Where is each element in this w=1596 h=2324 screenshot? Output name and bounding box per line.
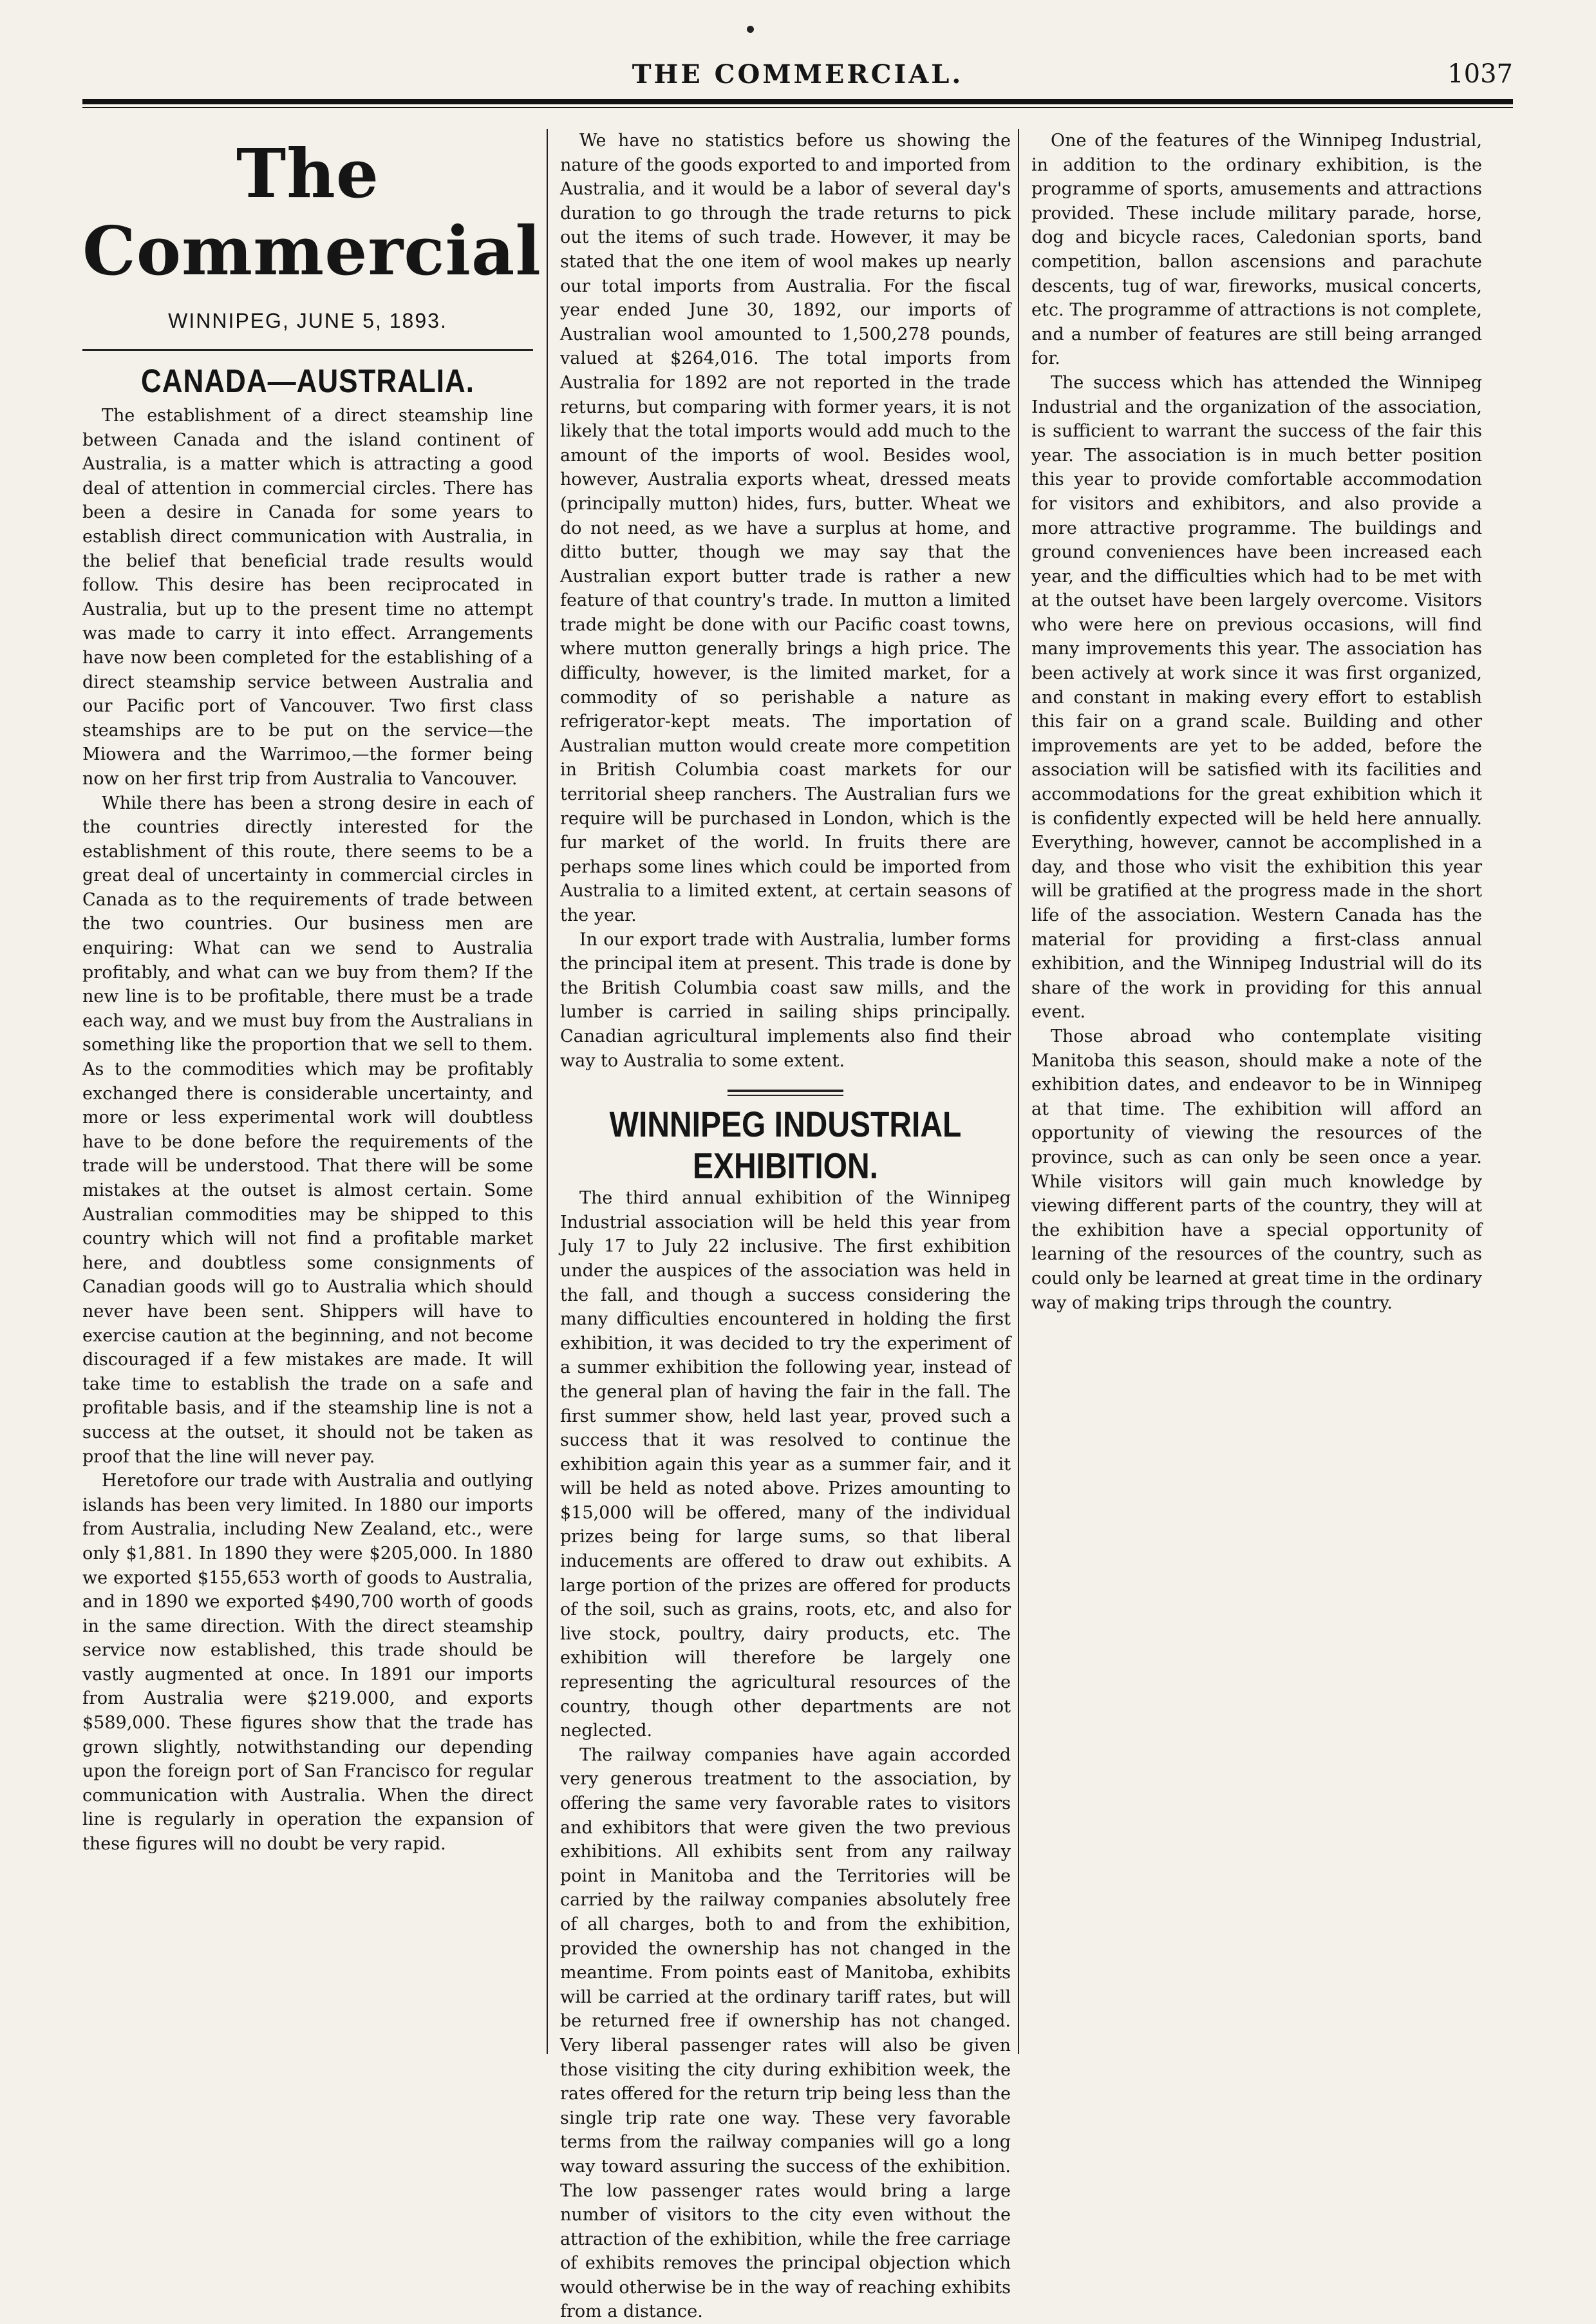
column-3 [1031,129,1482,1315]
article-paragraph: We have no statistics before us showing the nature of the goods exported to and imported from Australia, and it would be a labor of several day's duration to go through the trade returns to pick out the items of such trade. However, it may be stated that the one item of wool makes up nearly our total imports from Australia. For the fiscal year ended June 30, 1892, our imports of Australian wool amounted to 1,500,278 pounds, valued at $264,016. The total imports from Australia for 1892 are not reported in the trade returns, but comparing with former years, it is not likely that the total imports would add much to the amount of the imports of wool. Besides wool, however, Australia exports wheat, dressed meats (principally mutton) hides, furs, butter. Wheat we do not need, as we have a surplus at home, and ditto butter, though we may say that the Australian export butter trade is rather a new feature of that country's trade. In mutton a limited trade might be done with our Pacific coast towns, where mutton generally brings a high price. The difficulty, however, is the limited market, for a commodity of so perishable a nature as refrigerator-kept meats. The importation of Australian mutton would create more competition in British Columbia coast markets for our territorial sheep ranchers. The Australian furs we require will be purchased in London, which is the fur market of the world. In fruits there are perhaps some lines which could be imported from Australia to a limited extent, at certain seasons of the year. [560,131,1011,925]
article-paragraph: Heretofore our trade with Australia and outlying islands has been very limited. In 1880 our imports from Australia, including New Zealand, etc., were only $1,881. In 1890 they were $205,000. In 1880 we exported $155,653 worth of goods to Australia, and in 1890 we exported $490,700 worth of goods in the same direction. With the direct steamship service now established, this trade should be vastly augmented at once. In 1891 our imports from Australia were $219.000, and exports $589,000. These figures show that the trade has grown slightly, notwithstanding our depending upon the foreign port of San Francisco for regular communication with Australia. When the direct line is regularly in operation the expansion of these figures will no doubt be very rapid. [82,1471,533,1855]
section-divider [728,1090,843,1096]
article-paragraph: Those abroad who contemplate visiting Manitoba this season, should make a note of the exhibition dates, and endeavor to be in Winnipeg at that time. The exhibition will afford an opportunity of viewing the resources of the province, such as can only be seen once a year. While visitors will gain much knowledge by viewing different parts of the country, they will at the exhibition have a special opportunity of learning of the resources of the country, such as could only be learned at great time in the ordinary way of making trips through the country. [1031,1026,1482,1313]
page-header [82,59,1513,116]
article-paragraph: In our export trade with Australia, lumber forms the principal item at present. This trade is done by the British Columbia coast saw mills, and the lumber is carried in sailing ships principally. Canadian agricultural implements also find their way to Australia to some extent. [560,929,1011,1071]
running-head: THE COMMERCIAL. [632,59,964,90]
masthead-title: The Commercial [82,134,541,290]
ink-speck [747,26,754,33]
header-rule-thick [82,99,1513,104]
article-paragraph: The third annual exhibition of the Winnipeg Industrial association will be held this year from July 17 to July 22 inclusive. The first exhibition under the auspices of the association was held in the fall, and though a success considering the many difficulties encountered in holding the first exhibition, it was decided to try the experiment of a summer exhibition the following year, instead of the general plan of having the fair in the fall. The first summer show, held last year, proved such a success that it was resolved to continue the exhibition again this year as a summer fair, and it will be held as noted above. Prizes amounting to $15,000 will be offered, many of the individual prizes being for large sums, so that liberal inducements are offered to draw out exhibits. A large portion of the prizes are offered for products of the soil, such as grains, roots, etc, and also for live stock, poultry, dairy products, etc. The exhibition will therefore be largely one representing the agricultural resources of the country, though other departments are not neglected. [560,1188,1011,1741]
article-paragraph: The establishment of a direct steamship line between Canada and the island continent of Australia, is a matter which is attracting a good deal of attention in commercial circles. There has been a desire in Canada for some years to establish direct communication with Australia, in the belief that beneficial trade results would follow. This desire has been reciprocated in Australia, but up to the present time no attempt was made to carry it into effect. Arrangements have now been completed for the establishing of a direct steamship service between Australia and our Pacific port of Vancouver. Two first class steamships are to be put on the service—the Miowera and the Warrimoo,—the former being now on her first trip from Australia to Vancouver. [82,406,533,789]
article-heading: WINNIPEG INDUSTRIAL EXHIBITION. [609,1105,962,1187]
masthead-rule [82,349,533,351]
article-heading: CANADA—AUSTRALIA. [140,363,475,400]
article-paragraph: The railway companies have again accorded very generous treatment to the association, by offering the same very favorable rates to visitors and exhibitors that were given the two previous exhibitions. All exhibits sent from any railway point in Manitoba and the Territories will be carried by the railway companies absolutely free of all charges, both to and from the exhibition, provided the ownership has not changed in the meantime. From points east of Manitoba, exhibits will be carried at the ordinary tariff rates, but will be returned free if ownership has not changed. Very liberal passenger rates will also be given those visiting the city during exhibition week, the rates offered for the return trip being less than the single trip rate one way. These very favorable terms from the railway companies will go a long way toward assuring the success of the exhibition. The low passenger rates would bring a large number of visitors to the city even without the attraction of the exhibition, while the free carriage of exhibits removes the principal objection which would otherwise be in the way of reaching exhibits from a distance. [560,1744,1011,2322]
dateline: WINNIPEG, JUNE 5, 1893. [168,309,447,332]
article-paragraph: While there has been a strong desire in each of the countries directly interested for the establishment of this route, there seems to be a great deal of uncertainty in commercial circles in Canada as to the requirements of trade between the two countries. Our business men are enquiring: What can we send to Australia profitably, and what can we buy from them? If the new line is to be profitable, there must be a trade each way, and we must buy from the Australians in something like the proportion that we sell to them. As to the commodities which may be profitably exchanged there is considerable uncertainty, and more or less experimental work will doubtless have to be done before the requirements of the trade will be understood. That there will be some mistakes at the outset is almost certain. Some Australian commodities may be shipped to this country which will not find a profitable market here, and doubtless some consignments of Canadian goods will go to Australia which should never have been sent. Shippers will have to exercise caution at the beginning, and not become discouraged if a few mistakes are made. It will take time to establish the trade on a safe and profitable basis, and if the steamship line is not a success at the outset, it should not be taken as proof that the line will never pay. [82,793,533,1467]
column-2 [560,129,1011,2324]
article-paragraph: One of the features of the Winnipeg Industrial, in addition to the ordinary exhibition, is the programme of sports, amusements and attractions provided. These include military parade, horse, dog and bicycle races, Caledonian sports, band competition, ballon ascensions and parachute descents, tug of war, fireworks, musical concerts, etc. The programme of attractions is not complete, and a number of features are still being arranged for. [1031,131,1482,369]
column-1 [82,129,541,1856]
article-paragraph: The success which has attended the Winnipeg Industrial and the organization of the association, is sufficient to warrant the success of the fair this year. The association is in much better position this year to provide comfortable accommodation for visitors and exhibitors, and also provide a more attractive programme. The buildings and ground conveniences have been increased each year, and the difficulties which had to be met with at the outset have been largely overcome. Visitors who were here on previous occasions, will find many improvements this year. The association has been actively at work since it was first organized, and constant in making every effort to establish this fair on a grand scale. Building and other improvements are yet to be added, before the association will be satisfied with its facilities and accommodations for the great exhibition which it is confidently expected will be held here annually. Everything, however, cannot be accomplished in a day, and those who visit the exhibition this year will be gratified at the progress made in the short life of the association. Western Canada has the material for providing a first-class annual exhibition, and the Winnipeg Industrial will do its share of the work in providing for this annual event. [1031,372,1482,1023]
column-divider [1018,129,1019,2054]
column-divider [547,129,548,2054]
header-rule-thin [82,107,1513,108]
page-number: 1037 [1447,59,1513,89]
